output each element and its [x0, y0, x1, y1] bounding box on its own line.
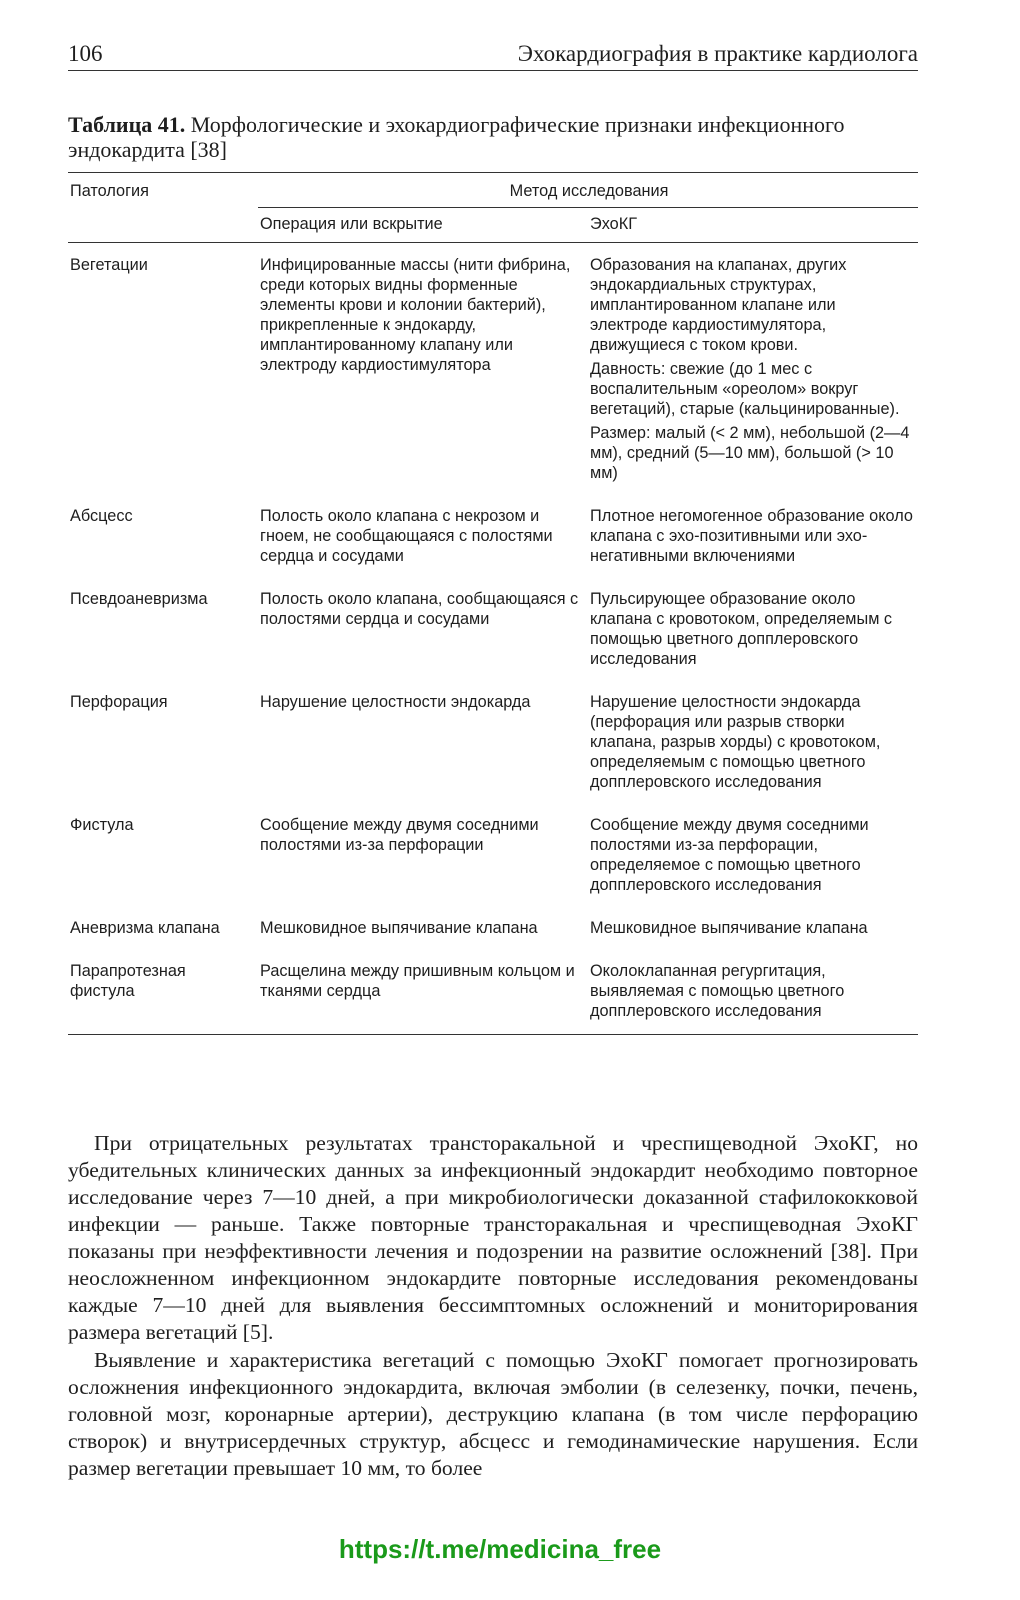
cell-pathology: Вегетации — [70, 256, 148, 274]
table-caption — [68, 112, 918, 162]
echo-finding: Давность: свежие (до 1 мес с воспалительным «ореолом» вокруг вегетаций), старые (кальцинированные). — [590, 360, 900, 418]
cell-echo — [588, 682, 918, 805]
cell-echo — [588, 243, 918, 497]
cell-echo — [588, 579, 918, 682]
echo-finding: Пульсирующее образование около клапана с кровотоком, определяемым с помощью цветного допплеровского исследования — [590, 590, 893, 668]
echo-finding: Мешковидное выпячивание клапана — [590, 919, 868, 937]
header-pathology: Патология — [70, 182, 149, 200]
paragraph: Выявление и характеристика вегетаций с помощью ЭхоКГ помогает прогнозировать осложнения инфекционного эндокардита, включая эмболии (в селезенку, почки, печень, головной мозг, коронарные артерии), деструкцию клапана (в том числе перфорацию створок) и внутрисердечных структур, абсцесс и гемодинамические нарушения. Если размер вегетации превышает 10 мм, то более — [68, 1348, 918, 1480]
echo-finding: Плотное негомогенное образование около клапана с эхо-позитивными или эхо-негативными включениями — [590, 507, 913, 565]
cell-pathology: Аневризма клапана — [70, 919, 220, 937]
cell-echo — [588, 951, 918, 1035]
table-row — [68, 805, 918, 908]
header-method: Метод исследования — [258, 173, 918, 208]
table-row — [68, 682, 918, 805]
cell-operation: Полость около клапана, сообщающаяся с полостями сердца и сосудами — [260, 590, 579, 628]
echo-finding: Размер: малый (< 2 мм), небольшой (2—4 мм), средний (5—10 мм), большой (> 10 мм) — [590, 424, 910, 482]
page-number: 106 — [68, 41, 103, 66]
page-header — [68, 40, 918, 71]
table-row — [68, 951, 918, 1035]
table-caption-text: Морфологические и эхокардиографические признаки инфекционного эндокардита [38] — [68, 112, 845, 162]
table-row — [68, 243, 918, 497]
body-text — [68, 1130, 918, 1483]
echo-finding: Образования на клапанах, других эндокардиальных структурах, имплантированном клапане или электроде кардиостимулятора, движущиеся с током крови. — [590, 256, 847, 354]
cell-pathology: Псевдоаневризма — [70, 590, 208, 608]
echo-finding: Околоклапанная регургитация, выявляемая с помощью цветного допплеровского исследования — [590, 962, 845, 1020]
cell-operation: Нарушение целостности эндокарда — [260, 693, 531, 711]
echo-finding: Нарушение целостности эндокарда (перфорация или разрыв створки клапана, разрыв хорды) с кровотоком, определяемым с помощью цветного допплеровского исследования — [590, 693, 881, 791]
table-caption-label: Таблица 41. — [68, 112, 186, 137]
table-row — [68, 579, 918, 682]
cell-operation: Мешковидное выпячивание клапана — [260, 919, 538, 937]
cell-operation: Полость около клапана с некрозом и гноем, не сообщающаяся с полостями сердца и сосудами — [260, 507, 553, 565]
table-body — [68, 243, 918, 1035]
cell-pathology: Фистула — [70, 816, 134, 834]
table-row — [68, 908, 918, 951]
header-echo: ЭхоКГ — [588, 208, 918, 243]
cell-pathology: Абсцесс — [70, 507, 133, 525]
running-title: Эхокардиография в практике кардиолога — [517, 41, 918, 66]
cell-echo — [588, 496, 918, 579]
cell-operation: Инфицированные массы (нити фибрина, среди которых видны форменные элементы крови и колонии бактерий), прикрепленные к эндокарду, имплантированному клапану или электроду кардиостимулятора — [260, 256, 571, 374]
cell-echo — [588, 805, 918, 908]
findings-table — [68, 172, 918, 1035]
telegram-link[interactable]: https://t.me/medicina_free — [338, 1534, 662, 1564]
echo-finding: Сообщение между двумя соседними полостями из-за перфорации, определяемое с помощью цветного допплеровского исследования — [590, 816, 869, 894]
table-row — [68, 496, 918, 579]
header-spacer — [68, 208, 258, 243]
cell-pathology: Перфорация — [70, 693, 168, 711]
cell-operation: Сообщение между двумя соседними полостями из-за перфорации — [260, 816, 539, 854]
cell-pathology: Парапротезная фистула — [70, 962, 186, 1000]
header-operation: Операция или вскрытие — [258, 208, 588, 243]
paragraph: При отрицательных результатах трансторакальной и чреспищеводной ЭхоКГ, но убедительных клинических данных за инфекционный эндокардит необходимо повторное исследование через 7—10 дней, а при микробиологически доказанной стафилококковой инфекции — раньше. Также повторные трансторакальная и чреспищеводная ЭхоКГ показаны при неэффективности лечения и подозрении на развитие осложнений [38]. При неосложненном инфекционном эндокардите повторные исследования рекомендованы каждые 7—10 дней для выявления бессимптомных осложнений и мониторирования размера вегетаций [5]. — [68, 1131, 918, 1344]
cell-operation: Расщелина между пришивным кольцом и тканями сердца — [260, 962, 575, 1000]
cell-echo — [588, 908, 918, 951]
